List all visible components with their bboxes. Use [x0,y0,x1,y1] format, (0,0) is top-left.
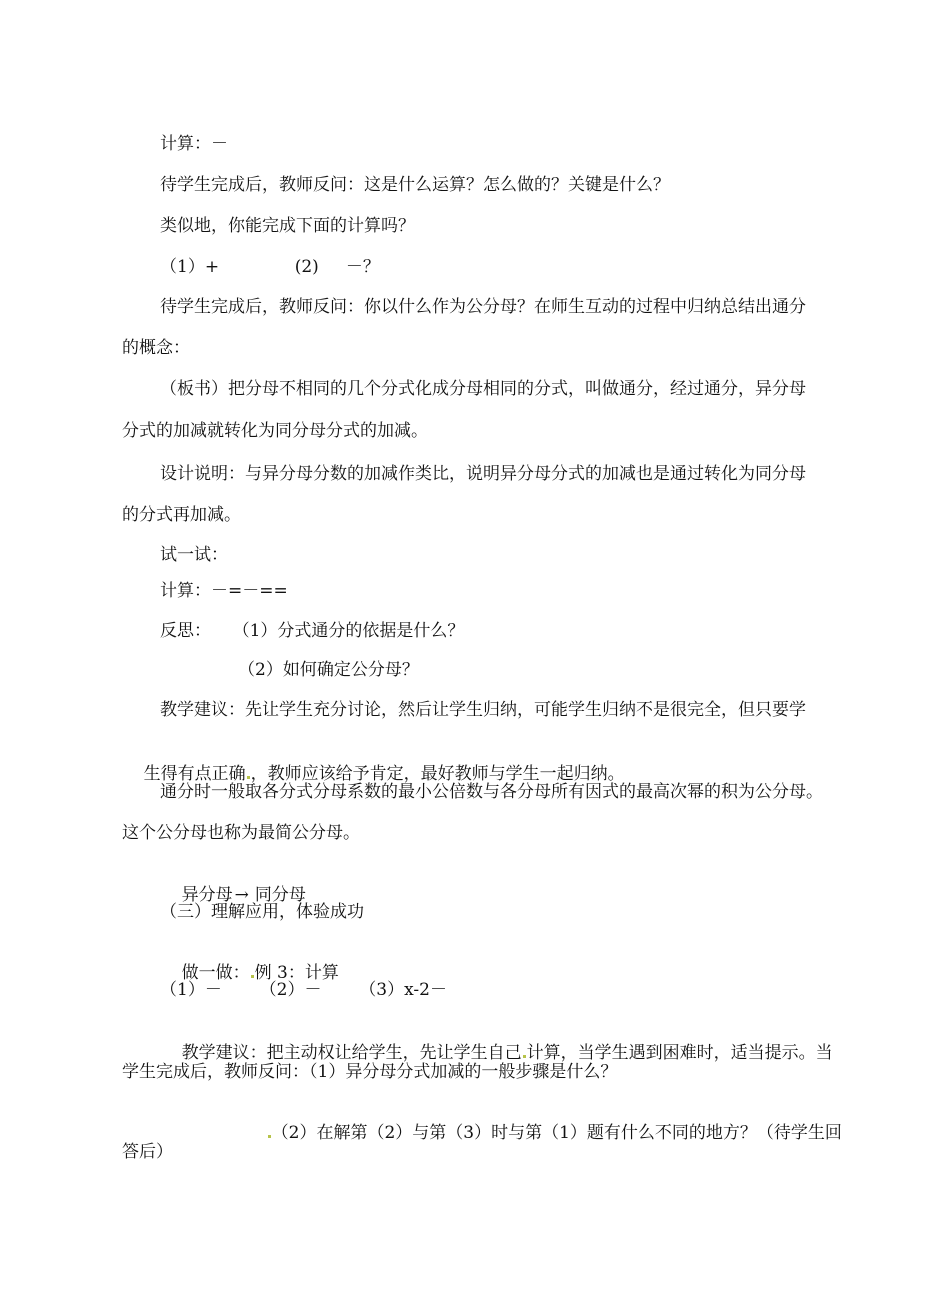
text-line: 试一试： [160,545,228,565]
yellow-dot-mark [268,1135,271,1138]
text-segment: 例 3：计算 [254,963,339,983]
arrow-right-icon: → [234,885,249,905]
text-segment: 做一做： [181,963,250,983]
text-segment: 异分母 [181,885,233,905]
text-line: 答后） [122,1142,173,1162]
text-line: （1）－ （2）－ （3）x-2－ [160,980,447,1000]
yellow-dot-mark [523,1055,526,1058]
text-line: 这个公分母也称为最简公分母。 [122,823,360,843]
text-line: 计算：－=－== [160,581,288,601]
text-line: 计算：－ [160,134,228,154]
text-segment: ，教师应该给予肯定，最好教师与学生一起归纳。 [250,764,625,784]
text-line: （板书）把分母不相同的几个分式化成分母相同的分式，叫做通分，经过通分，异分母 [160,379,806,399]
yellow-dot-mark [251,975,254,978]
text-segment: 生得有点正确 [143,764,246,784]
text-line: 反思： （1）分式通分的依据是什么？ [160,621,465,641]
text-line: 学生完成后，教师反问：（1）异分母分式加减的一般步骤是什么？ [122,1062,618,1082]
text-line: 类似地，你能完成下面的计算吗？ [160,216,415,236]
text-line: （三）理解应用，体验成功 [160,902,364,922]
text-line: 待学生完成后，教师反问：你以什么作为公分母？在师生互动的过程中归纳总结出通分 [160,297,806,317]
text-line [245,1100,842,1166]
text-line: 的分式再加减。 [122,505,241,525]
text-line: 分式的加减就转化为同分母分式的加减。 [122,421,428,441]
text-segment: 计算，当学生遇到困难时，适当提示。当 [526,1043,833,1063]
text-line: 通分时一般取各分式分母系数的最小公倍数与各分母所有因式的最高次幂的积为公分母。 [160,782,823,802]
text-line: 待学生完成后，教师反问：这是什么运算？怎么做的？关键是什么？ [160,175,670,195]
text-line: 教学建议：先让学生充分讨论，然后让学生归纳，可能学生归纳不是很完全，但只要学 [160,700,806,720]
text-segment: 教学建议：把主动权让给学生，先让学生自己 [181,1043,522,1063]
text-line: （2）如何确定公分母？ [238,660,419,680]
text-segment: （2）在解第（2）与第（3）时与第（1）题有什么不同的地方？（待学生回 [271,1123,842,1143]
text-segment: 同分母 [254,885,306,905]
text-line: 的概念： [122,338,190,358]
yellow-dot-mark [247,776,250,779]
text-line: 设计说明：与异分母分数的加减作类比，说明异分母分式的加减也是通过转化为同分母 [160,464,806,484]
text-line: （1）+ (2) －？ [160,257,380,277]
